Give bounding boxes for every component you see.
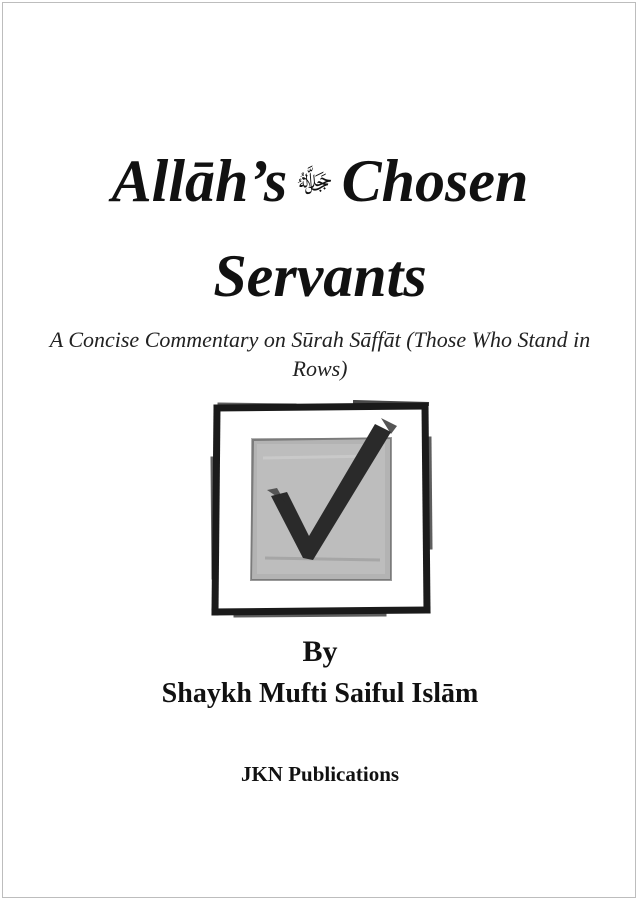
arabic-honorific: ﷻ (295, 161, 334, 201)
book-title-line-1 (0, 150, 640, 212)
title-word-allahs: Allāh’s (111, 148, 288, 214)
checkbox-checked-icon (205, 398, 437, 620)
book-subtitle: A Concise Commentary on Sūrah Sāffāt (Those Who Stand in Rows) (49, 327, 591, 381)
title-word-chosen: Chosen (341, 148, 529, 214)
author-name: Shaykh Mufti Saiful Islām (161, 678, 479, 709)
byline-label: By (302, 635, 338, 668)
publisher-name: JKN Publications (240, 762, 400, 786)
book-title-line-2: Servants (213, 243, 427, 309)
